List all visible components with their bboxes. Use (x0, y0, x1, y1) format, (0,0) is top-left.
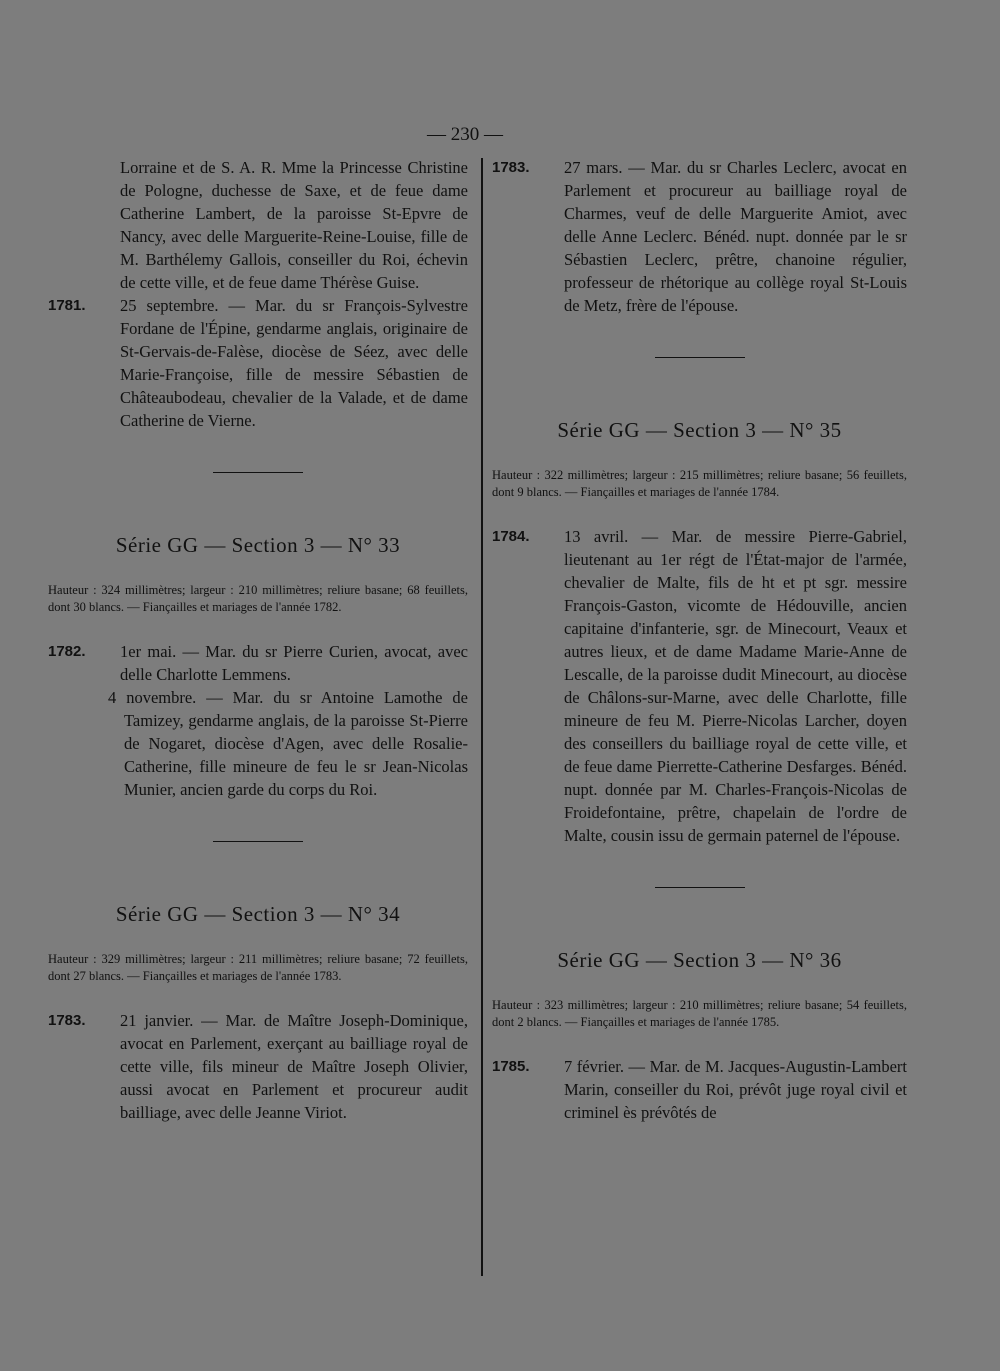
entry-1783-march (492, 156, 907, 317)
continuation-entry (48, 156, 468, 294)
column-divider (481, 158, 483, 1276)
right-column (492, 156, 907, 1124)
section-rule (655, 887, 745, 888)
entry-1785 (492, 1055, 907, 1124)
series-heading-34: Série GG — Section 3 — N° 34 (115, 902, 401, 926)
section-rule (213, 472, 303, 473)
entry-text: 7 février. — Mar. de M. Jacques-Augustin-Lambert Marin, conseiller du Roi, prévôt juge royal civil et criminel ès prévôtés de (564, 1057, 907, 1122)
entry-1782-second: 4 novembre. — Mar. du sr Antoine Lamothe de Tamizey, gendarme anglais, de la paroisse St-Pierre de Nogaret, diocèse d'Agen, avec delle Rosalie-Catherine, fille mineure de feu le sr Jean-Nicolas Munier, ancien garde du corps du Roi. (108, 688, 468, 799)
series-meta-33: Hauteur : 324 millimètres; largeur : 210 millimètres; reliure basane; 68 feuillets, dont 30 blancs. — Fiançailles et mariages de l'année 1782. (48, 583, 468, 614)
entry-year: 1785. (492, 1058, 530, 1075)
left-column (48, 156, 468, 1124)
series-heading-36: Série GG — Section 3 — N° 36 (557, 948, 842, 972)
entry-text: 27 mars. — Mar. du sr Charles Leclerc, avocat en Parlement et procureur au bailliage royal de Charmes, veuf de delle Marguerite Amiot, avec delle Anne Leclerc. Bénéd. nupt. donnée par le sr Sébastien Leclerc, prêtre, chanoine régulier, professeur de rhétorique au collège royal St-Louis de Metz, frère de l'épouse. (564, 158, 907, 315)
entry-1781 (48, 294, 468, 432)
series-heading-35: Série GG — Section 3 — N° 35 (557, 418, 842, 442)
entry-year: 1784. (492, 528, 530, 545)
section-rule (655, 357, 745, 358)
entry-year: 1783. (492, 159, 530, 176)
entry-text: 1er mai. — Mar. du sr Pierre Curien, avocat, avec delle Charlotte Lemmens. (120, 642, 468, 684)
entry-text: 21 janvier. — Mar. de Maître Joseph-Dominique, avocat en Parlement, exerçant au bailliage royal de cette ville, fils mineur de Maître Joseph Olivier, aussi avocat en Parlement et procureur audit bailliage, avec delle Jeanne Viriot. (120, 1011, 468, 1122)
entry-year: 1782. (48, 643, 86, 660)
entry-1782 (48, 640, 468, 686)
entry-1784 (492, 525, 907, 847)
series-meta-36: Hauteur : 323 millimètres; largeur : 210 millimètres; reliure basane; 54 feuillets, dont 2 blancs. — Fiançailles et mariages de l'année 1785. (492, 998, 907, 1029)
entry-text: 13 avril. — Mar. de messire Pierre-Gabriel, lieutenant au 1er régt de l'État-major de l'armée, chevalier de Malte, fils de ht et pt sgr. messire François-Gaston, vicomte de Hédouville, ancien capitaine d'infanterie, sgr. de Minecourt, Veaux et autres lieux, et de dame Madame Marie-Anne de Lescalle, de la paroisse dudit Minecourt, au diocèse de Châlons-sur-Marne, avec delle Charlotte, fille mineure de feu M. Pierre-Nicolas Larcher, doyen des conseillers du bailliage royal de cette ville, et de feue dame Pierrette-Catherine Desfarges. Bénéd. nupt. donnée par M. Charles-François-Nicolas de Froidefontaine, prêtre, chapelain de l'ordre de Malte, cousin issu de germain paternel de l'épouse. (564, 527, 907, 845)
page-number: — 230 — (427, 124, 503, 145)
series-meta-35: Hauteur : 322 millimètres; largeur : 215 millimètres; reliure basane; 56 feuillets, dont 9 blancs. — Fiançailles et mariages de l'année 1784. (492, 468, 907, 499)
entry-year: 1783. (48, 1012, 86, 1029)
continuation-text: Lorraine et de S. A. R. Mme la Princesse Christine de Pologne, duchesse de Saxe, et de feue dame Catherine Lambert, de la paroisse St-Epvre de Nancy, avec delle Marguerite-Reine-Louise, fille de M. Barthélemy Gallois, conseiller du Roi, échevin de cette ville, et de feue dame Thérèse Guise. (120, 158, 468, 292)
series-meta-34: Hauteur : 329 millimètres; largeur : 211 millimètres; reliure basane; 72 feuillets, dont 27 blancs. — Fiançailles et mariages de l'année 1783. (48, 952, 468, 983)
entry-text: 25 septembre. — Mar. du sr François-Sylvestre Fordane de l'Épine, gendarme anglais, originaire de St-Gervais-de-Falèse, diocèse de Séez, avec delle Marie-Françoise, fille de messire Sébastien de Châteaubodeau, chevalier de la Valade, et de dame Catherine de Vierne. (120, 296, 468, 430)
entry-year: 1781. (48, 297, 86, 314)
entry-1783-january (48, 1009, 468, 1124)
section-rule (213, 841, 303, 842)
series-heading-33: Série GG — Section 3 — N° 33 (115, 533, 401, 557)
